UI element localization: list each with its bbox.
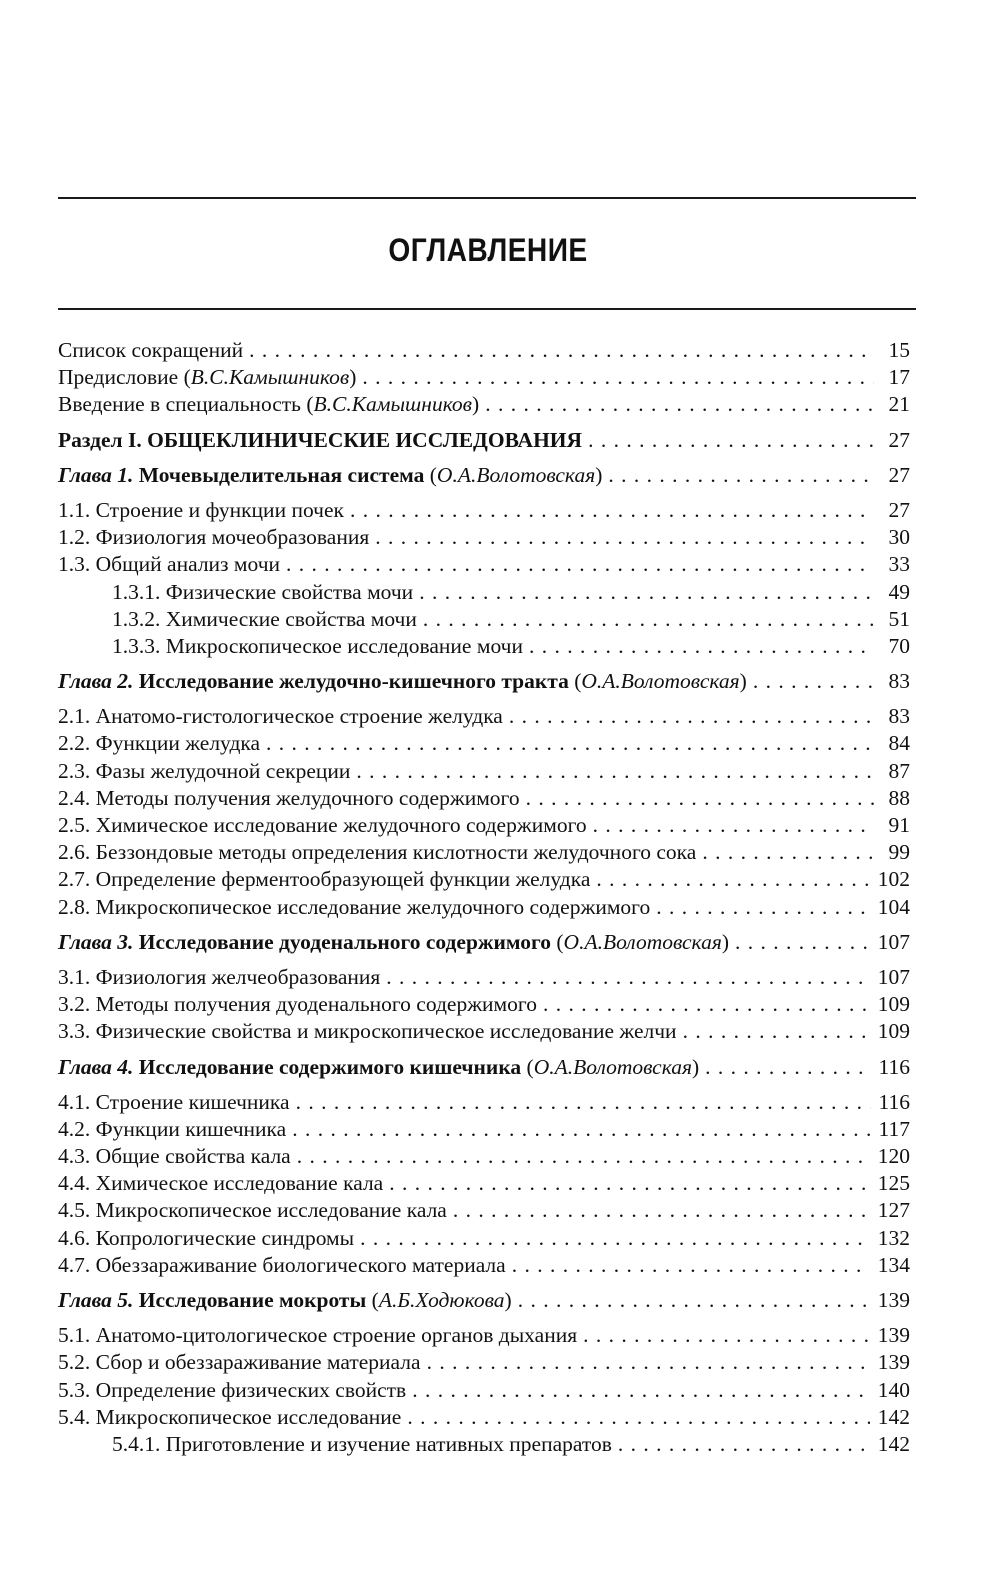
dot-leader: [386, 964, 869, 991]
dot-leader: [753, 668, 874, 695]
dot-leader: [618, 1431, 870, 1458]
toc-entry-label: [58, 551, 280, 578]
page-number: 132: [877, 1225, 910, 1250]
entry-title: 5.4. Микроскопическое исследование: [58, 1404, 402, 1429]
page-number: 142: [877, 1431, 910, 1456]
entry-title: 3.3. Физические свойства и микроскопическое исследование желчи: [58, 1019, 677, 1044]
toc-entry[interactable]: [58, 1252, 910, 1279]
entry-title: 4.7. Обеззараживание биологического материала: [58, 1252, 506, 1277]
dot-leader: [583, 1322, 870, 1349]
dot-leader: [485, 391, 874, 418]
toc-entry-label: [58, 1404, 401, 1431]
author-open-paren: (: [424, 462, 437, 487]
author-name: О.А.Волотовская: [436, 462, 596, 487]
toc-entry-label: [58, 1170, 383, 1197]
dot-leader: [249, 337, 874, 364]
toc-chapter[interactable]: [58, 929, 910, 956]
author-open-paren: (: [521, 1054, 534, 1079]
chapter-number: Глава 3.: [58, 929, 134, 954]
toc-subentry[interactable]: [58, 579, 910, 606]
dot-leader: [350, 497, 874, 524]
dot-leader: [596, 866, 869, 893]
author-close-paren: ): [721, 929, 729, 954]
toc-entry-label: [58, 785, 520, 812]
dot-leader: [543, 991, 870, 1018]
toc-entry-label: [58, 703, 503, 730]
toc-entry[interactable]: [58, 785, 910, 812]
dot-leader: [509, 703, 874, 730]
toc-entry[interactable]: [58, 1018, 910, 1045]
dot-leader: [407, 1404, 869, 1431]
dot-leader: [608, 462, 874, 489]
toc-entry[interactable]: [58, 894, 910, 921]
chapter-title: Мочевыделительная система: [133, 462, 425, 487]
toc-entry[interactable]: [58, 866, 910, 893]
toc-chapter[interactable]: [58, 668, 910, 695]
dot-leader: [423, 606, 874, 633]
toc-entry-label: [58, 1252, 506, 1279]
table-of-contents: [58, 337, 910, 1458]
entry-title: Введение в специальность (: [58, 392, 314, 417]
toc-subentry[interactable]: [58, 606, 910, 633]
toc-entry[interactable]: [58, 730, 910, 757]
toc-chapter[interactable]: [58, 1054, 910, 1081]
page-number: 27: [888, 462, 910, 487]
toc-entry-label: [58, 337, 243, 364]
dot-leader: [427, 1349, 870, 1376]
toc-entry-label: [58, 991, 537, 1018]
chapter-title: Исследование мокроты: [133, 1288, 367, 1312]
page-number: 88: [888, 785, 910, 810]
page-number: 134: [877, 1252, 910, 1277]
chapter-number: Глава 4.: [58, 1054, 134, 1079]
toc-entry-label: [112, 1431, 612, 1458]
toc-section[interactable]: [58, 427, 910, 454]
entry-title: 5.3. Определение физических свойств: [58, 1377, 407, 1402]
entry-title: Список сокращений: [58, 338, 244, 362]
author-close-paren: ): [349, 365, 357, 390]
page-number: 117: [878, 1116, 910, 1141]
author-open-paren: (: [568, 669, 582, 694]
page-number: 140: [877, 1377, 910, 1402]
toc-entry-label: [58, 668, 747, 695]
page-number: 70: [888, 633, 910, 658]
page-number: 84: [888, 731, 910, 756]
chapter-title: Исследование дуоденального содержимого: [133, 929, 551, 954]
author-close-paren: ): [504, 1288, 512, 1312]
toc-entry[interactable]: [58, 1170, 910, 1197]
author-open-paren: (: [551, 929, 564, 954]
toc-entry[interactable]: [58, 497, 910, 524]
toc-entry-label: [58, 1143, 291, 1170]
toc-subentry[interactable]: [58, 1431, 910, 1458]
page-number: 17: [888, 365, 910, 390]
entry-title: 2.2. Функции желудка: [58, 731, 261, 756]
author-name: О.А.Волотовская: [563, 929, 722, 954]
toc-chapter[interactable]: [58, 462, 910, 489]
toc-entry-label: [58, 730, 260, 757]
toc-entry[interactable]: [58, 1349, 910, 1376]
dot-leader: [526, 785, 874, 812]
toc-entry-label: [58, 866, 590, 893]
toc-entry[interactable]: [58, 1089, 910, 1116]
dot-leader: [286, 551, 874, 578]
dot-leader: [529, 633, 874, 660]
page-number: 125: [877, 1171, 910, 1196]
dot-leader: [362, 364, 874, 391]
dot-leader: [297, 1143, 870, 1170]
toc-entry-label: [58, 758, 350, 785]
entry-title: 1.3. Общий анализ мочи: [58, 552, 281, 577]
page-number: 107: [877, 929, 910, 954]
page-number: 139: [877, 1323, 910, 1348]
page-number: 99: [888, 840, 910, 865]
entry-title: 4.4. Химическое исследование кала: [58, 1171, 384, 1196]
toc-entry-label: [58, 1349, 421, 1376]
page-number: 127: [877, 1198, 910, 1223]
author-name: О.А.Волотовская: [533, 1054, 692, 1079]
entry-title: 5.4.1. Приготовление и изучение нативных препаратов: [112, 1431, 612, 1456]
dot-leader: [588, 427, 874, 454]
toc-entry[interactable]: [58, 991, 910, 1018]
chapter-number: Глава 2.: [58, 669, 134, 694]
entry-title: 5.2. Сбор и обеззараживание материала: [58, 1350, 421, 1375]
page-number: 107: [877, 964, 910, 989]
page-number: 21: [888, 392, 910, 417]
author-name: В.С.Камышников: [313, 392, 473, 417]
toc-entry-label: [58, 1225, 354, 1252]
entry-title: 4.6. Копрологические синдромы: [58, 1225, 355, 1250]
toc-entry-label: [58, 391, 479, 418]
page-number: 51: [888, 606, 910, 631]
page-number: 33: [888, 552, 910, 577]
toc-entry-label: [112, 579, 413, 606]
chapter-number: Глава 5.: [58, 1288, 134, 1312]
toc-entry[interactable]: [58, 551, 910, 578]
dot-leader: [389, 1170, 870, 1197]
page-number: 139: [877, 1288, 910, 1312]
toc-entry-label: [58, 1377, 406, 1404]
page-number: 116: [878, 1089, 910, 1114]
author-name: А.Б.Ходюкова: [378, 1288, 505, 1312]
entry-title: 2.7. Определение ферментообразующей функции желудка: [58, 867, 591, 892]
entry-title: 1.3.1. Физические свойства мочи: [112, 579, 414, 604]
toc-entry-label: [112, 606, 417, 633]
toc-entry[interactable]: [58, 1377, 910, 1404]
page-number: 83: [888, 704, 910, 729]
toc-entry[interactable]: [58, 703, 910, 730]
entry-title: 2.1. Анатомо-гистологическое строение желудка: [58, 704, 503, 729]
toc-entry-label: [58, 1197, 447, 1224]
entry-title: Раздел I. ОБЩЕКЛИНИЧЕСКИЕ ИССЛЕДОВАНИЯ: [58, 427, 583, 452]
author-close-paren: ): [472, 392, 480, 417]
page-number: 27: [888, 497, 910, 522]
author-open-paren: (: [366, 1288, 379, 1312]
toc-entry-label: [58, 812, 587, 839]
dot-leader: [683, 1018, 870, 1045]
toc-entry[interactable]: [58, 337, 910, 364]
toc-entry-label: [58, 1018, 677, 1045]
toc-entry[interactable]: [58, 1322, 910, 1349]
dot-leader: [412, 1377, 870, 1404]
entry-title: 2.6. Беззондовые методы определения кислотности желудочного сока: [58, 840, 697, 865]
author-name: В.С.Камышников: [190, 365, 350, 390]
dot-leader: [593, 812, 874, 839]
dot-leader: [292, 1116, 870, 1143]
toc-entry-label: [58, 894, 650, 921]
entry-title: 2.8. Микроскопическое исследование желудочного содержимого: [58, 894, 651, 919]
entry-title: 1.1. Строение и функции почек: [58, 497, 344, 522]
dot-leader: [735, 929, 870, 956]
toc-entry[interactable]: [58, 1116, 910, 1143]
toc-entry[interactable]: [58, 758, 910, 785]
chapter-number: Глава 1.: [58, 462, 134, 487]
dot-leader: [705, 1054, 870, 1081]
toc-entry[interactable]: [58, 364, 910, 391]
dot-leader: [512, 1252, 870, 1279]
dot-leader: [518, 1287, 870, 1314]
toc-entry-label: [58, 1287, 512, 1314]
toc-entry[interactable]: [58, 391, 910, 418]
entry-title: 4.3. Общие свойства кала: [58, 1144, 291, 1169]
entry-title: 3.2. Методы получения дуоденального содержимого: [58, 992, 537, 1017]
dot-leader: [419, 579, 874, 606]
page-number: 142: [877, 1404, 910, 1429]
page-number: 87: [888, 758, 910, 783]
page-number: 15: [888, 338, 910, 362]
toc-entry-label: [58, 524, 369, 551]
toc-entry[interactable]: [58, 1225, 910, 1252]
dot-leader: [656, 894, 870, 921]
toc-entry-label: [58, 427, 582, 454]
dot-leader: [702, 839, 874, 866]
page-number: 104: [877, 894, 910, 919]
dot-leader: [266, 730, 874, 757]
toc-entry[interactable]: [58, 964, 910, 991]
author-name: О.А.Волотовская: [581, 669, 740, 694]
dot-leader: [375, 524, 874, 551]
entry-title: 4.1. Строение кишечника: [58, 1089, 290, 1114]
toc-entry-label: [58, 1089, 290, 1116]
page-number: 49: [888, 579, 910, 604]
page-number: 102: [877, 867, 910, 892]
toc-entry-label: [58, 929, 729, 956]
entry-title: 2.3. Фазы желудочной секреции: [58, 758, 351, 783]
entry-title: 3.1. Физиология желчеобразования: [58, 964, 381, 989]
page-number: 120: [877, 1144, 910, 1169]
title-underline-rule: [58, 308, 916, 310]
toc-entry-label: [58, 964, 380, 991]
dot-leader: [296, 1089, 871, 1116]
toc-entry[interactable]: [58, 812, 910, 839]
entry-title: 5.1. Анатомо-цитологическое строение органов дыхания: [58, 1323, 578, 1348]
page-number: 83: [888, 669, 910, 694]
chapter-title: Исследование желудочно-кишечного тракта: [133, 669, 569, 694]
entry-title: 1.3.2. Химические свойства мочи: [112, 606, 417, 631]
toc-entry-label: [58, 364, 356, 391]
page-title: ОГЛАВЛЕНИЕ: [388, 232, 588, 268]
toc-entry-label: [58, 462, 602, 489]
toc-entry[interactable]: [58, 1143, 910, 1170]
toc-entry-label: [112, 633, 523, 660]
page-number: 109: [877, 1019, 910, 1044]
toc-chapter[interactable]: [58, 1287, 910, 1314]
entry-title: 2.4. Методы получения желудочного содержимого: [58, 785, 520, 810]
top-rule: [58, 197, 916, 199]
dot-leader: [453, 1197, 870, 1224]
author-close-paren: ): [691, 1054, 700, 1079]
toc-entry[interactable]: [58, 1197, 910, 1224]
entry-title: 1.3.3. Микроскопическое исследование мочи: [112, 633, 523, 658]
toc-entry-label: [58, 1054, 699, 1081]
page-number: 91: [888, 813, 910, 837]
entry-title: Предисловие (: [58, 365, 191, 390]
page-number: 116: [878, 1054, 910, 1079]
author-close-paren: ): [595, 462, 603, 487]
entry-title: 4.2. Функции кишечника: [58, 1116, 287, 1141]
entry-title: 1.2. Физиология мочеобразования: [58, 525, 370, 550]
entry-title: 4.5. Микроскопическое исследование кала: [58, 1198, 447, 1223]
dot-leader: [356, 758, 874, 785]
toc-entry[interactable]: [58, 1404, 910, 1431]
entry-title: 2.5. Химическое исследование желудочного содержимого: [58, 813, 587, 837]
toc-entry[interactable]: [58, 839, 910, 866]
page-number: 139: [877, 1350, 910, 1375]
toc-entry-label: [58, 497, 344, 524]
toc-subentry[interactable]: [58, 633, 910, 660]
page-number: 30: [888, 525, 910, 550]
page-number: 27: [888, 427, 910, 452]
page-number: 109: [877, 992, 910, 1017]
toc-entry-label: [58, 839, 696, 866]
dot-leader: [360, 1225, 870, 1252]
toc-entry[interactable]: [58, 524, 910, 551]
chapter-title: Исследование содержимого кишечника: [133, 1054, 522, 1079]
toc-entry-label: [58, 1116, 286, 1143]
author-close-paren: ): [739, 669, 747, 694]
toc-entry-label: [58, 1322, 577, 1349]
